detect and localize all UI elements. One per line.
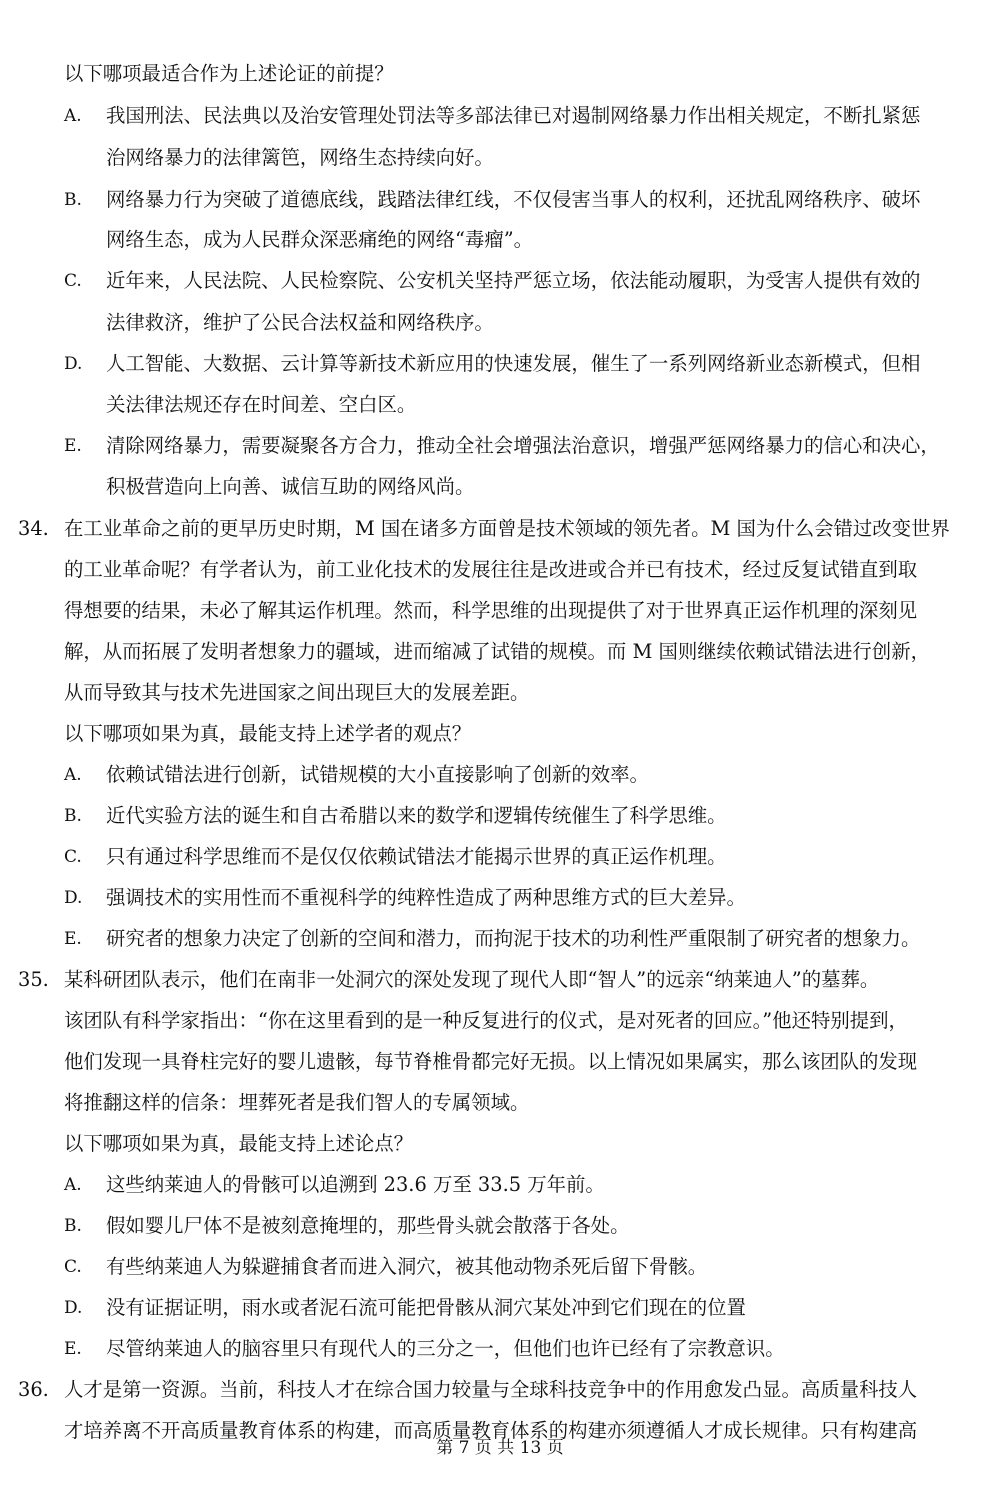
q33-option-d-letter: D. xyxy=(64,354,83,374)
q34-option-c-text: 只有通过科学思维而不是仅仅依赖试错法才能揭示世界的真正运作机理。 xyxy=(106,845,727,868)
q34-stem-line-4: 解，从而拓展了发明者想象力的疆域，进而缩减了试错的规模。而 M 国则继续依赖试错法进行创新， xyxy=(64,640,930,663)
q35-option-b-letter: B. xyxy=(64,1216,82,1236)
q36-stem-line-2: 才培养离不开高质量教育体系的构建，而高质量教育体系的构建亦须遵循人才成长规律。只有构建高 xyxy=(64,1419,918,1442)
q35-option-c-text: 有些纳莱迪人为躲避捕食者而进入洞穴，被其他动物杀死后留下骨骸。 xyxy=(106,1255,708,1278)
q35-stem-line-3: 他们发现一具脊柱完好的婴儿遗骸，每节脊椎骨都完好无损。以上情况如果属实，那么该团队的发现 xyxy=(64,1050,918,1073)
page-footer: 第 7 页 共 13 页 xyxy=(436,1438,564,1458)
q33-option-d-line-1: 人工智能、大数据、云计算等新技术新应用的快速发展，催生了一系列网络新业态新模式，但相 xyxy=(106,352,921,375)
q34-option-c-letter: C. xyxy=(64,847,82,867)
q33-option-a-letter: A. xyxy=(64,106,82,126)
q33-option-e-line-2: 积极营造向上向善、诚信互助的网络风尚。 xyxy=(106,475,475,498)
q33-option-c-line-1: 近年来，人民法院、人民检察院、公安机关坚持严惩立场，依法能动履职，为受害人提供有效的 xyxy=(106,269,921,292)
question-35-number: 35. xyxy=(18,968,49,991)
q33-option-e-letter: E. xyxy=(64,436,82,456)
q35-option-e-text: 尽管纳莱迪人的脑容里只有现代人的三分之一，但他们也许已经有了宗教意识。 xyxy=(106,1337,785,1360)
q34-option-d-letter: D. xyxy=(64,888,83,908)
q34-option-e-letter: E. xyxy=(64,929,82,949)
q33-option-a-line-2: 治网络暴力的法律篱笆，网络生态持续向好。 xyxy=(106,146,494,169)
q35-option-c-letter: C. xyxy=(64,1257,82,1277)
q35-option-a-letter: A. xyxy=(64,1175,82,1195)
q33-option-c-line-2: 法律救济，维护了公民合法权益和网络秩序。 xyxy=(106,311,494,334)
q34-stem-line-1: 在工业革命之前的更早历史时期，M 国在诸多方面曾是技术领域的领先者。M 国为什么会错过改变世界 xyxy=(64,517,950,540)
q34-prompt: 以下哪项如果为真，最能支持上述学者的观点？ xyxy=(64,722,472,745)
q33-option-b-line-2: 网络生态，成为人民群众深恶痛绝的网络“毒瘤”。 xyxy=(106,228,534,251)
q34-option-a-letter: A. xyxy=(64,765,82,785)
q33-option-c-letter: C. xyxy=(64,271,82,291)
question-36-number: 36. xyxy=(18,1378,49,1401)
q35-prompt: 以下哪项如果为真，最能支持上述论点？ xyxy=(64,1132,414,1155)
q36-stem-line-1: 人才是第一资源。当前，科技人才在综合国力较量与全球科技竞争中的作用愈发凸显。高质量科技人 xyxy=(64,1378,918,1401)
q35-stem-line-1: 某科研团队表示，他们在南非一处洞穴的深处发现了现代人即“智人”的远亲“纳莱迪人”的墓葬。 xyxy=(64,968,880,991)
question-34-number: 34. xyxy=(18,517,49,540)
q35-option-b-text: 假如婴儿尸体不是被刻意掩埋的，那些骨头就会散落于各处。 xyxy=(106,1214,630,1237)
q34-option-d-text: 强调技术的实用性而不重视科学的纯粹性造成了两种思维方式的巨大差异。 xyxy=(106,886,746,909)
q34-option-b-letter: B. xyxy=(64,806,82,826)
q35-option-d-text: 没有证据证明，雨水或者泥石流可能把骨骸从洞穴某处冲到它们现在的位置 xyxy=(106,1296,746,1319)
q34-option-b-text: 近代实验方法的诞生和自古希腊以来的数学和逻辑传统催生了科学思维。 xyxy=(106,804,727,827)
q35-stem-line-2: 该团队有科学家指出：“你在这里看到的是一种反复进行的仪式，是对死者的回应。”他还特别提到， xyxy=(64,1009,908,1032)
q34-option-a-text: 依赖试错法进行创新，试错规模的大小直接影响了创新的效率。 xyxy=(106,763,649,786)
q33-option-d-line-2: 关法律法规还存在时间差、空白区。 xyxy=(106,393,417,416)
q33-option-e-line-1: 清除网络暴力，需要凝聚各方合力，推动全社会增强法治意识，增强严惩网络暴力的信心和决心， xyxy=(106,434,940,457)
q33-option-a-line-1: 我国刑法、民法典以及治安管理处罚法等多部法律已对遏制网络暴力作出相关规定，不断扎紧惩 xyxy=(106,104,921,127)
q34-stem-line-3: 得想要的结果，未必了解其运作机理。然而，科学思维的出现提供了对于世界真正运作机理的深刻见 xyxy=(64,599,918,622)
q33-prompt: 以下哪项最适合作为上述论证的前提？ xyxy=(64,62,394,85)
q35-stem-line-4: 将推翻这样的信条：埋葬死者是我们智人的专属领域。 xyxy=(64,1091,530,1114)
q34-stem-line-2: 的工业革命呢？有学者认为，前工业化技术的发展往往是改进或合并已有技术，经过反复试错直到取 xyxy=(64,558,918,581)
q35-option-d-letter: D. xyxy=(64,1298,83,1318)
q33-option-b-letter: B. xyxy=(64,190,82,210)
q35-option-a-text: 这些纳莱迪人的骨骸可以追溯到 23.6 万至 33.5 万年前。 xyxy=(106,1173,605,1196)
q35-option-e-letter: E. xyxy=(64,1339,82,1359)
q33-option-b-line-1: 网络暴力行为突破了道德底线，践踏法律红线，不仅侵害当事人的权利，还扰乱网络秩序、破坏 xyxy=(106,188,921,211)
q34-option-e-text: 研究者的想象力决定了创新的空间和潜力，而拘泥于技术的功利性严重限制了研究者的想象力。 xyxy=(106,927,921,950)
q34-stem-line-5: 从而导致其与技术先进国家之间出现巨大的发展差距。 xyxy=(64,681,530,704)
